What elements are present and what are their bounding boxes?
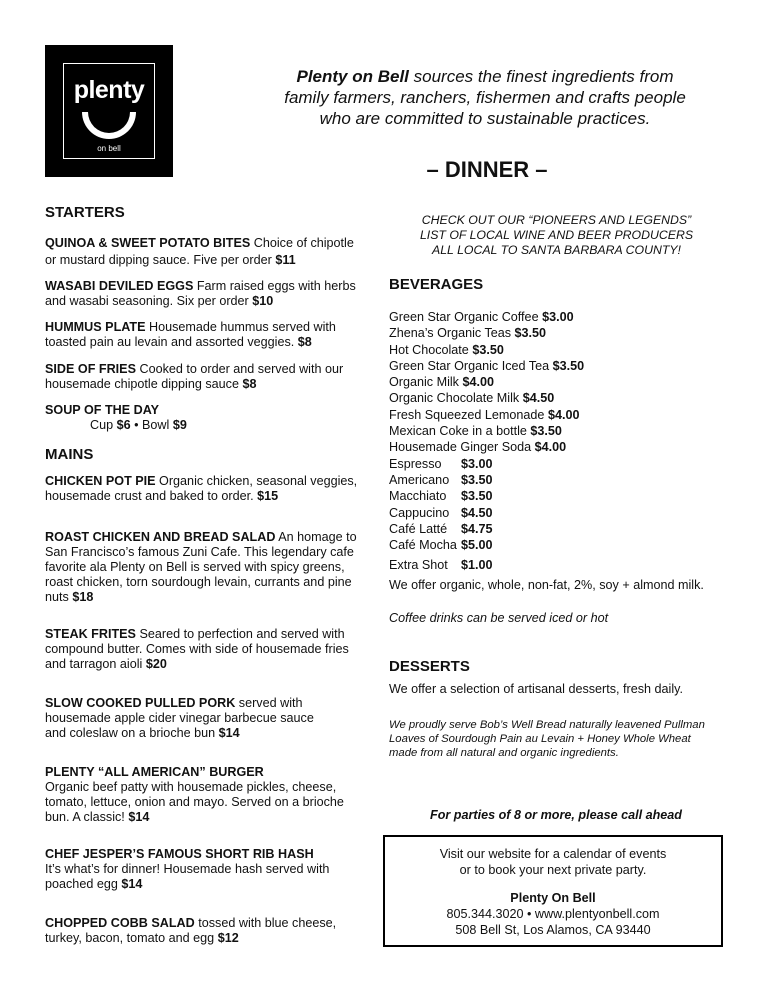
beverage-item <box>389 391 584 406</box>
contact-address: 508 Bell St, Los Alamos, CA 93440 <box>455 923 651 937</box>
item-desc: served with <box>235 696 303 710</box>
tagline-line1: sources the finest ingredients from <box>408 67 674 86</box>
item-desc: and tarragon aioli <box>45 657 146 671</box>
bev-name: Zhena’s Organic Teas <box>389 326 515 341</box>
item-name: CHOPPED COBB SALAD <box>45 916 195 930</box>
logo-word: plenty <box>73 76 145 104</box>
item-name: CHEF JESPER’S FAMOUS SHORT RIB HASH <box>45 847 314 861</box>
desserts-text: We offer a selection of artisanal desserts, fresh daily. <box>389 682 683 696</box>
bread-line: We proudly serve Bob’s Well Bread naturally leavened Pullman <box>389 719 705 731</box>
bev-name: Cappucino <box>389 506 450 520</box>
starter-item <box>45 236 354 268</box>
item-desc: or mustard dipping sauce. Five per order <box>45 253 276 267</box>
bev-name: Mexican Coke in a bottle <box>389 424 531 439</box>
tagline <box>250 66 720 129</box>
contact-phone[interactable]: 805.344.3020 <box>446 907 524 921</box>
espresso-item <box>389 506 493 521</box>
starter-item <box>45 279 356 309</box>
item-desc: turkey, bacon, tomato and egg <box>45 931 218 945</box>
espresso-item <box>389 558 493 573</box>
item-desc: San Francisco’s famous Zuni Cafe. This legendary cafe <box>45 545 354 559</box>
bev-name: Café Latté <box>389 522 448 536</box>
beverages-heading: BEVERAGES <box>389 276 484 293</box>
bev-name: Hot Chocolate <box>389 342 473 357</box>
item-name: PLENTY “ALL AMERICAN” BURGER <box>45 765 264 779</box>
item-desc: housemade crust and baked to order. <box>45 489 258 503</box>
main-item <box>45 627 349 672</box>
beverage-item <box>389 359 584 374</box>
soup-item <box>45 403 187 433</box>
espresso-item <box>389 522 493 537</box>
bev-price: $3.50 <box>552 358 585 373</box>
item-desc: Housemade hummus served with <box>145 320 336 334</box>
espresso-item <box>389 473 493 488</box>
item-price: $11 <box>275 253 296 267</box>
item-price: $12 <box>217 931 239 945</box>
contact-sep: • <box>523 907 535 921</box>
bev-name: Macchiato <box>389 489 447 503</box>
bowl-icon <box>82 112 136 139</box>
starter-item <box>45 320 336 350</box>
beverage-item <box>389 440 584 455</box>
bev-name: Green Star Organic Coffee <box>389 310 543 324</box>
bev-name: Americano <box>389 473 450 487</box>
main-item <box>45 696 314 741</box>
main-item <box>45 474 357 504</box>
item-price: $9 <box>172 418 187 432</box>
item-desc: favorite ala Plenty on Bell is served with spicy greens, <box>45 560 345 574</box>
bev-price: $3.00 <box>461 457 493 471</box>
tagline-name: Plenty on Bell <box>296 67 409 86</box>
bev-price: $5.00 <box>461 538 493 552</box>
starter-item <box>45 362 343 392</box>
bev-name: Café Mocha <box>389 538 457 552</box>
item-desc: compound butter. Comes with side of housemade fries <box>45 642 349 656</box>
bread-line: made from all natural and organic ingredients. <box>389 747 619 759</box>
contact-box <box>383 835 723 947</box>
beverage-list <box>389 310 584 455</box>
bev-price: $3.00 <box>542 310 574 324</box>
item-desc: It’s what’s for dinner! Housemade hash served with <box>45 862 330 876</box>
espresso-item <box>389 457 493 472</box>
item-desc: housemade apple cider vinegar barbecue sauce <box>45 711 314 725</box>
bev-price: $3.50 <box>461 489 493 503</box>
bev-price: $3.50 <box>514 326 547 341</box>
item-desc: Cooked to order and served with our <box>135 362 344 376</box>
item-desc: tossed with blue cheese, <box>194 916 337 930</box>
item-price: $18 <box>72 590 94 604</box>
contact-name: Plenty On Bell <box>510 891 596 905</box>
bev-price: $4.50 <box>461 506 493 520</box>
item-desc: roast chicken, torn sourdough levain, currants and pine <box>45 575 352 589</box>
item-price: $15 <box>257 489 279 503</box>
item-name: QUINOA & SWEET POTATO BITES <box>45 236 251 250</box>
soup-cup: Cup <box>90 418 117 432</box>
menu-title: – DINNER – <box>426 157 548 182</box>
espresso-item <box>389 489 493 504</box>
item-price: $20 <box>145 657 167 671</box>
pioneers-line: ALL LOCAL TO SANTA BARBARA COUNTY! <box>432 243 681 257</box>
beverage-item <box>389 424 584 439</box>
milk-note: We offer organic, whole, non-fat, 2%, soy + almond milk. <box>389 578 704 592</box>
bev-name: Espresso <box>389 457 442 471</box>
item-name: SOUP OF THE DAY <box>45 403 160 417</box>
soup-bowl: • Bowl <box>130 418 173 432</box>
item-desc: Farm raised eggs with herbs <box>193 279 356 293</box>
item-price: $14 <box>128 810 150 824</box>
beverage-item <box>389 375 584 390</box>
beverage-item <box>389 310 584 325</box>
desserts-heading: DESSERTS <box>389 658 470 675</box>
item-price: $14 <box>121 877 143 891</box>
item-desc: Choice of chipotle <box>250 236 354 250</box>
bev-price: $3.50 <box>530 424 562 439</box>
espresso-item <box>389 538 493 553</box>
pioneers-line: CHECK OUT OUR “PIONEERS AND LEGENDS” <box>421 213 692 227</box>
logo <box>45 45 173 177</box>
main-item <box>45 847 329 892</box>
bev-price: $3.50 <box>472 342 504 357</box>
bev-price: $1.00 <box>461 558 493 572</box>
bev-price: $3.50 <box>461 473 493 487</box>
main-item <box>45 530 357 605</box>
pioneers-note <box>389 213 724 258</box>
item-desc: Organic beef patty with housemade pickles, cheese, <box>45 780 337 794</box>
parties-note: For parties of 8 or more, please call ahead <box>430 808 682 822</box>
item-desc: nuts <box>45 590 73 604</box>
bev-price: $4.00 <box>462 375 494 390</box>
beverage-item <box>389 326 584 341</box>
bev-name: Extra Shot <box>389 558 448 572</box>
starters-heading: STARTERS <box>45 204 125 221</box>
bev-name: Organic Chocolate Milk <box>389 391 523 406</box>
bev-name: Organic Milk <box>389 375 463 390</box>
item-name: SLOW COOKED PULLED PORK <box>45 696 236 710</box>
item-name: CHICKEN POT PIE <box>45 474 156 488</box>
item-desc: tomato, lettuce, onion and mayo. Served on a brioche <box>45 795 344 809</box>
item-desc: Seared to perfection and served with <box>135 627 345 641</box>
bev-price: $4.75 <box>461 522 493 536</box>
item-price: $8 <box>242 377 257 391</box>
item-price: $14 <box>218 726 240 740</box>
item-desc: poached egg <box>45 877 122 891</box>
contact-website[interactable]: www.plentyonbell.com <box>534 907 660 921</box>
bread-line: Loaves of Sourdough Pain au Levain + Honey Whole Wheat <box>389 733 691 745</box>
beverage-item <box>389 408 584 423</box>
main-item <box>45 765 344 825</box>
item-name: SIDE OF FRIES <box>45 362 136 376</box>
logo-sub: on bell <box>97 144 121 153</box>
bev-price: $4.00 <box>547 407 580 422</box>
item-desc: toasted pain au levain and assorted veggies. <box>45 335 298 349</box>
bev-price: $4.50 <box>522 391 555 406</box>
contact-line: Visit our website for a calendar of events <box>439 847 667 861</box>
bev-name: Fresh Squeezed Lemonade <box>389 407 548 422</box>
item-name: ROAST CHICKEN AND BREAD SALAD <box>45 530 276 544</box>
bev-price: $4.00 <box>534 440 567 455</box>
item-desc: An homage to <box>275 530 357 544</box>
item-name: STEAK FRITES <box>45 627 136 641</box>
mains-heading: MAINS <box>45 446 94 463</box>
item-name: HUMMUS PLATE <box>45 320 146 334</box>
tagline-line2: family farmers, ranchers, fishermen and crafts people <box>284 88 686 107</box>
pioneers-line: LIST OF LOCAL WINE AND BEER PRODUCERS <box>419 228 694 242</box>
contact-line: or to book your next private party. <box>459 863 647 877</box>
item-desc: and coleslaw on a brioche bun <box>45 726 219 740</box>
item-desc: Organic chicken, seasonal veggies, <box>155 474 358 488</box>
logo-frame <box>63 63 155 159</box>
bev-name: Housemade Ginger Soda <box>389 440 535 455</box>
bev-name: Green Star Organic Iced Tea <box>389 358 553 373</box>
item-desc: and wasabi seasoning. Six per order <box>45 294 253 308</box>
iced-note: Coffee drinks can be served iced or hot <box>389 611 609 625</box>
beverage-item <box>389 343 584 358</box>
item-desc: housemade chipotle dipping sauce <box>45 377 243 391</box>
item-price: $6 <box>116 418 131 432</box>
bread-note <box>389 718 705 760</box>
main-item <box>45 916 336 946</box>
item-price: $10 <box>252 294 274 308</box>
item-desc: bun. A classic! <box>45 810 129 824</box>
item-price: $8 <box>297 335 312 349</box>
tagline-line3: who are committed to sustainable practices. <box>319 109 651 128</box>
item-name: WASABI DEVILED EGGS <box>45 279 194 293</box>
